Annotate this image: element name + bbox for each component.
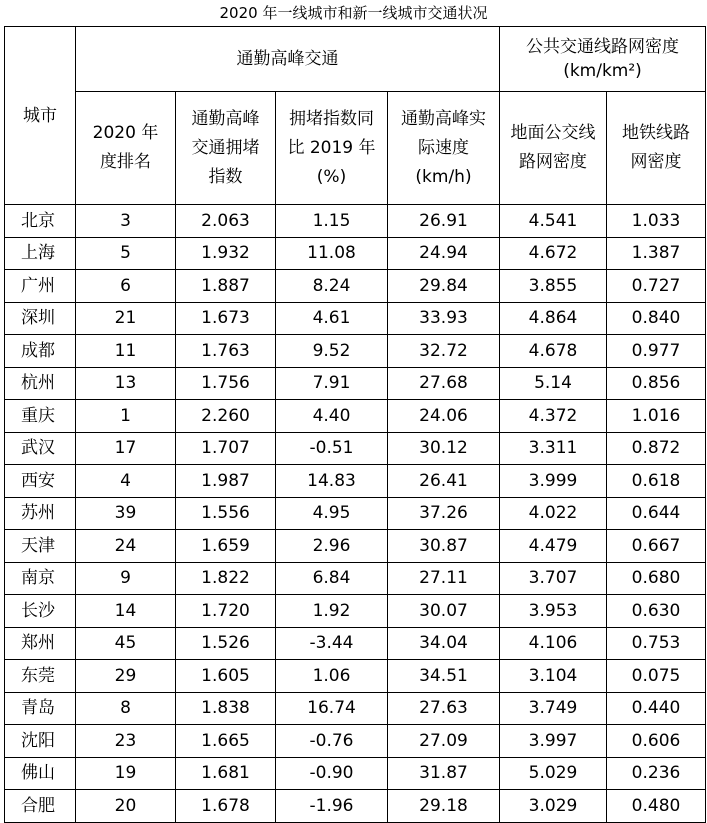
table-row <box>5 237 706 270</box>
cell-rank: 5 <box>76 237 176 270</box>
cell-congestion-index: 1.526 <box>176 627 276 660</box>
cell-yoy-change: 2.96 <box>276 530 388 563</box>
cell-peak-speed: 34.04 <box>388 627 500 660</box>
cell-rank: 21 <box>76 302 176 335</box>
header-commute-group: 通勤高峰交通 <box>76 27 500 92</box>
cell-bus-density: 3.749 <box>500 692 607 725</box>
cell-yoy-change: 9.52 <box>276 335 388 368</box>
cell-city: 东莞 <box>5 660 76 693</box>
cell-peak-speed: 27.11 <box>388 562 500 595</box>
cell-congestion-index: 1.665 <box>176 725 276 758</box>
cell-metro-density: 1.033 <box>607 205 706 238</box>
cell-metro-density: 0.606 <box>607 725 706 758</box>
cell-yoy-change: 8.24 <box>276 270 388 303</box>
cell-yoy-change: 7.91 <box>276 367 388 400</box>
cell-peak-speed: 27.09 <box>388 725 500 758</box>
cell-peak-speed: 26.91 <box>388 205 500 238</box>
cell-bus-density: 3.311 <box>500 432 607 465</box>
cell-yoy-change: 6.84 <box>276 562 388 595</box>
cell-peak-speed: 27.68 <box>388 367 500 400</box>
cell-city: 杭州 <box>5 367 76 400</box>
cell-bus-density: 3.029 <box>500 790 607 823</box>
cell-bus-density: 4.372 <box>500 400 607 433</box>
cell-bus-density: 3.707 <box>500 562 607 595</box>
cell-city: 重庆 <box>5 400 76 433</box>
cell-city: 苏州 <box>5 497 76 530</box>
cell-congestion-index: 1.673 <box>176 302 276 335</box>
cell-city: 西安 <box>5 465 76 498</box>
cell-yoy-change: -1.96 <box>276 790 388 823</box>
cell-rank: 14 <box>76 595 176 628</box>
cell-congestion-index: 1.838 <box>176 692 276 725</box>
cell-rank: 3 <box>76 205 176 238</box>
table-row <box>5 757 706 790</box>
traffic-table <box>4 26 706 823</box>
cell-city: 佛山 <box>5 757 76 790</box>
header-transit-group: 公共交通线路网密度 (km/km²) <box>500 27 706 92</box>
cell-city: 北京 <box>5 205 76 238</box>
cell-peak-speed: 32.72 <box>388 335 500 368</box>
table-title: 2020 年一线城市和新一线城市交通状况 <box>219 4 488 22</box>
cell-peak-speed: 30.12 <box>388 432 500 465</box>
header-peak-speed: 通勤高峰实 际速度 (km/h) <box>388 92 500 205</box>
cell-metro-density: 0.680 <box>607 562 706 595</box>
cell-metro-density: 0.977 <box>607 335 706 368</box>
table-row <box>5 725 706 758</box>
cell-bus-density: 3.997 <box>500 725 607 758</box>
cell-rank: 29 <box>76 660 176 693</box>
cell-rank: 11 <box>76 335 176 368</box>
cell-peak-speed: 31.87 <box>388 757 500 790</box>
cell-yoy-change: 4.61 <box>276 302 388 335</box>
header-bus-density: 地面公交线 路网密度 <box>500 92 607 205</box>
cell-metro-density: 0.727 <box>607 270 706 303</box>
cell-yoy-change: 1.15 <box>276 205 388 238</box>
cell-city: 上海 <box>5 237 76 270</box>
cell-bus-density: 3.855 <box>500 270 607 303</box>
cell-peak-speed: 30.07 <box>388 595 500 628</box>
table-row <box>5 497 706 530</box>
cell-city: 长沙 <box>5 595 76 628</box>
cell-congestion-index: 1.678 <box>176 790 276 823</box>
cell-yoy-change: -0.51 <box>276 432 388 465</box>
cell-bus-density: 4.678 <box>500 335 607 368</box>
cell-peak-speed: 34.51 <box>388 660 500 693</box>
table-row <box>5 335 706 368</box>
cell-rank: 13 <box>76 367 176 400</box>
cell-yoy-change: 4.40 <box>276 400 388 433</box>
cell-city: 深圳 <box>5 302 76 335</box>
cell-metro-density: 0.618 <box>607 465 706 498</box>
table-row <box>5 400 706 433</box>
header-city: 城市 <box>5 27 76 205</box>
cell-city: 南京 <box>5 562 76 595</box>
cell-bus-density: 5.029 <box>500 757 607 790</box>
cell-bus-density: 4.541 <box>500 205 607 238</box>
cell-rank: 17 <box>76 432 176 465</box>
table-row <box>5 660 706 693</box>
cell-metro-density: 0.644 <box>607 497 706 530</box>
cell-congestion-index: 1.822 <box>176 562 276 595</box>
table-row <box>5 692 706 725</box>
cell-metro-density: 0.840 <box>607 302 706 335</box>
table-row <box>5 790 706 823</box>
cell-metro-density: 0.753 <box>607 627 706 660</box>
header-yoy-change: 拥堵指数同 比 2019 年 (%) <box>276 92 388 205</box>
cell-bus-density: 4.864 <box>500 302 607 335</box>
cell-yoy-change: -0.76 <box>276 725 388 758</box>
cell-city: 沈阳 <box>5 725 76 758</box>
cell-congestion-index: 1.763 <box>176 335 276 368</box>
cell-yoy-change: 1.06 <box>276 660 388 693</box>
cell-rank: 1 <box>76 400 176 433</box>
cell-city: 成都 <box>5 335 76 368</box>
table-row <box>5 367 706 400</box>
cell-rank: 4 <box>76 465 176 498</box>
table-row <box>5 465 706 498</box>
cell-congestion-index: 1.707 <box>176 432 276 465</box>
cell-congestion-index: 1.556 <box>176 497 276 530</box>
cell-rank: 20 <box>76 790 176 823</box>
cell-congestion-index: 2.063 <box>176 205 276 238</box>
cell-rank: 19 <box>76 757 176 790</box>
table-row <box>5 432 706 465</box>
table-row <box>5 530 706 563</box>
cell-metro-density: 1.387 <box>607 237 706 270</box>
table-row <box>5 595 706 628</box>
cell-peak-speed: 30.87 <box>388 530 500 563</box>
cell-rank: 24 <box>76 530 176 563</box>
cell-yoy-change: -0.90 <box>276 757 388 790</box>
cell-metro-density: 0.236 <box>607 757 706 790</box>
cell-metro-density: 0.856 <box>607 367 706 400</box>
table-row <box>5 270 706 303</box>
cell-rank: 39 <box>76 497 176 530</box>
cell-yoy-change: 16.74 <box>276 692 388 725</box>
cell-peak-speed: 27.63 <box>388 692 500 725</box>
cell-bus-density: 4.672 <box>500 237 607 270</box>
cell-metro-density: 0.667 <box>607 530 706 563</box>
cell-metro-density: 0.872 <box>607 432 706 465</box>
cell-peak-speed: 26.41 <box>388 465 500 498</box>
cell-peak-speed: 29.84 <box>388 270 500 303</box>
cell-city: 郑州 <box>5 627 76 660</box>
cell-metro-density: 0.630 <box>607 595 706 628</box>
table-row <box>5 562 706 595</box>
cell-metro-density: 0.480 <box>607 790 706 823</box>
cell-peak-speed: 33.93 <box>388 302 500 335</box>
cell-city: 天津 <box>5 530 76 563</box>
cell-congestion-index: 1.720 <box>176 595 276 628</box>
cell-bus-density: 3.104 <box>500 660 607 693</box>
cell-congestion-index: 1.605 <box>176 660 276 693</box>
cell-yoy-change: 11.08 <box>276 237 388 270</box>
cell-rank: 45 <box>76 627 176 660</box>
header-rank: 2020 年 度排名 <box>76 92 176 205</box>
cell-bus-density: 4.106 <box>500 627 607 660</box>
cell-congestion-index: 1.659 <box>176 530 276 563</box>
cell-metro-density: 0.440 <box>607 692 706 725</box>
cell-rank: 23 <box>76 725 176 758</box>
cell-congestion-index: 1.756 <box>176 367 276 400</box>
cell-rank: 9 <box>76 562 176 595</box>
cell-city: 合肥 <box>5 790 76 823</box>
cell-congestion-index: 1.987 <box>176 465 276 498</box>
cell-yoy-change: 14.83 <box>276 465 388 498</box>
cell-city: 青岛 <box>5 692 76 725</box>
cell-congestion-index: 1.932 <box>176 237 276 270</box>
table-row <box>5 205 706 238</box>
cell-bus-density: 5.14 <box>500 367 607 400</box>
cell-rank: 6 <box>76 270 176 303</box>
cell-yoy-change: 4.95 <box>276 497 388 530</box>
header-metro-density: 地铁线路 网密度 <box>607 92 706 205</box>
cell-congestion-index: 2.260 <box>176 400 276 433</box>
cell-metro-density: 0.075 <box>607 660 706 693</box>
cell-peak-speed: 37.26 <box>388 497 500 530</box>
header-congestion-index: 通勤高峰 交通拥堵 指数 <box>176 92 276 205</box>
cell-yoy-change: 1.92 <box>276 595 388 628</box>
cell-metro-density: 1.016 <box>607 400 706 433</box>
cell-congestion-index: 1.887 <box>176 270 276 303</box>
table-row <box>5 627 706 660</box>
cell-peak-speed: 24.06 <box>388 400 500 433</box>
cell-city: 广州 <box>5 270 76 303</box>
cell-bus-density: 4.479 <box>500 530 607 563</box>
cell-bus-density: 4.022 <box>500 497 607 530</box>
table-body <box>5 205 706 823</box>
cell-yoy-change: -3.44 <box>276 627 388 660</box>
cell-rank: 8 <box>76 692 176 725</box>
cell-city: 武汉 <box>5 432 76 465</box>
cell-peak-speed: 29.18 <box>388 790 500 823</box>
table-row <box>5 302 706 335</box>
cell-bus-density: 3.953 <box>500 595 607 628</box>
cell-congestion-index: 1.681 <box>176 757 276 790</box>
cell-bus-density: 3.999 <box>500 465 607 498</box>
cell-peak-speed: 24.94 <box>388 237 500 270</box>
